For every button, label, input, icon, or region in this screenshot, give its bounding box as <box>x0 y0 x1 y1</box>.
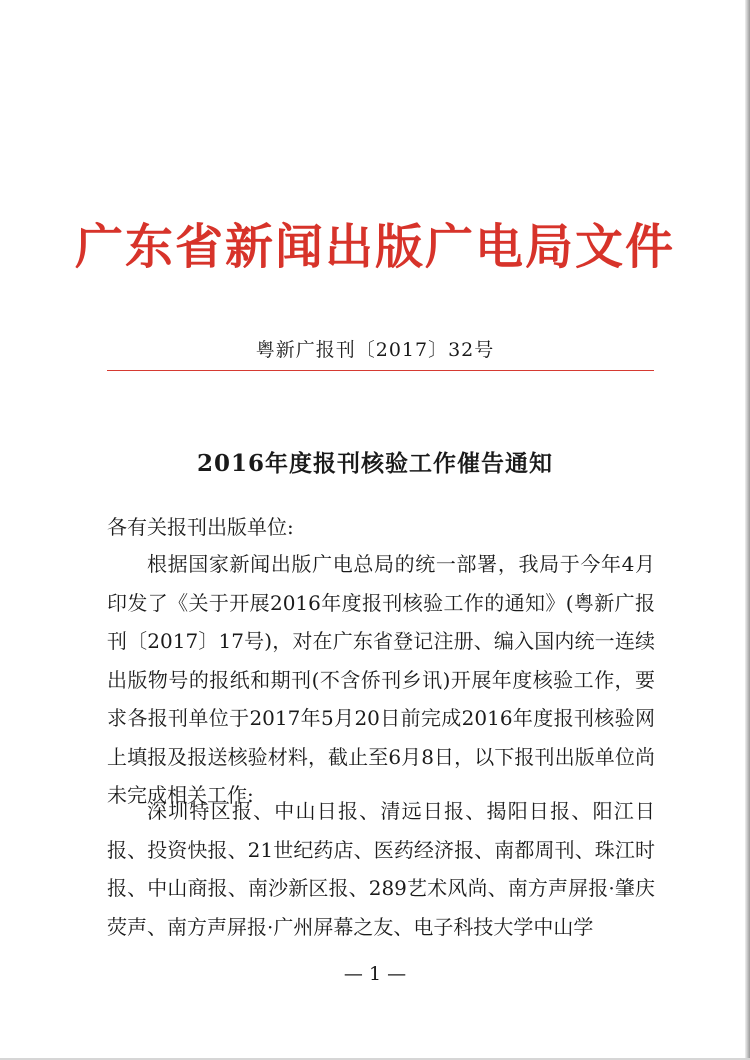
red-divider-line <box>107 370 654 371</box>
salutation: 各有关报刊出版单位: <box>107 515 294 539</box>
issuing-authority-header: 广东省新闻出版广电局文件 <box>74 219 675 275</box>
body-paragraph-2: 深圳特区报、中山日报、清远日报、揭阳日报、阳江日报、投资快报、21世纪药店、医药经济报、南都周刊、珠江时报、中山商报、南沙新区报、289艺术风尚、南方声屏报·肇庆荧声、南方声屏报·广州屏幕之友、电子科技大学中山学 <box>107 799 655 939</box>
document-title: 2016年度报刊核验工作催告通知 <box>196 450 553 477</box>
page-number: — 1 — <box>343 963 407 985</box>
body-paragraph-1: 根据国家新闻出版广电总局的统一部署，我局于今年4月印发了《关于开展2016年度报刊核验工作的通知》(粤新广报刊〔2017〕17号)，对在广东省登记注册、编入国内统一连续出版物号的报纸和期刊(不含侨刊乡讯)开展年度核验工作，要求各报刊单位于2017年5月20日前完成2016年度报刊核验网上填报及报送核验材料，截止至6月8日，以下报刊出版单位尚未完成相关工作: <box>107 552 655 807</box>
scan-edge-shadow <box>745 0 750 1060</box>
document-number: 粤新广报刊〔2017〕32号 <box>255 339 495 361</box>
